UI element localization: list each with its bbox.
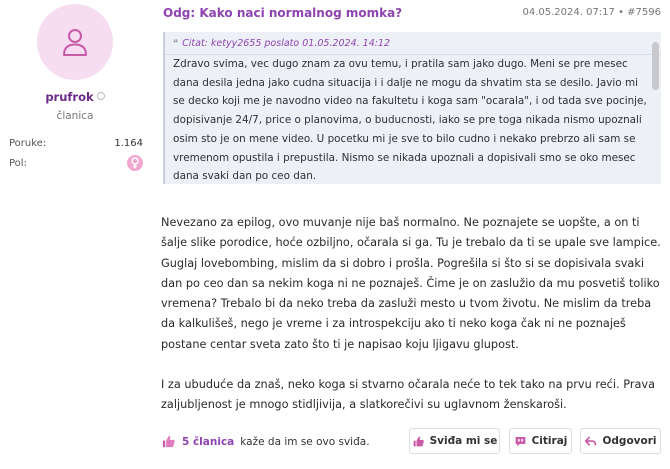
female-icon — [127, 155, 143, 171]
quote-text: Zdravo svima, vec dugo znam za ovu temu, i pratila sam jako dugo. Meni se pre mesec dana desila jedna jako cudna situacija i i dalje ne mogu da shvatim sta se desilo. Javio mi se decko koji me je navodno video na fakultetu i koga sam "ocarala", i od tada sve pocinje, dopisivanje 24/7, price o planovima, o buducnosti, iako se pre toga nikada nismo upoznali osim sto je on mene video. U pocetku mi je sve to bilo cudno i nekako prebrzo ali sam se vremenom opustila i prepustila. Nismo se nikada upoznali a dopisivali smo se oko mesec dana svaki dan po ceo dan. — [173, 58, 647, 183]
quote-header[interactable] — [173, 38, 390, 49]
post-paragraph: Nevezano za epilog, ovo muvanje nije baš normalno. Ne poznajete se uopšte, a on ti šalje slike porodice, hoće ozbiljno, očarala si ga. Tu je trebalo da ti se upale sve lampice. Guglaj lovebombing, mislim da si dobro i prošla. Pogrešila si što si se dopisivala svaki dan po ceo dan sa nekim koga ni ne poznaješ. Čime je on zaslužio da mu posvetiš toliko vremena? Trebalo bi da neko treba da zasluži mesto u tvom životu. Ne mislim da treba da kalkulišeš, nego je vreme i za introspekciju ako ti neko koga čak ni ne poznaješ postane centar sveta zato što ti je napisao koju ljigavu glupost. — [161, 216, 661, 351]
thumbs-up-icon — [161, 434, 176, 449]
quote-scrollbar-thumb[interactable] — [652, 42, 659, 90]
post-meta — [522, 7, 661, 18]
reply-button-label: Odgovori — [602, 435, 657, 447]
quote-header-text[interactable]: Citat: ketyy2655 poslato 01.05.2024. 14:12 — [182, 38, 391, 49]
reply-arrow-icon — [584, 435, 597, 448]
meta-separator: • — [618, 7, 628, 18]
post-number[interactable]: #7596 — [627, 7, 661, 18]
stat-pol — [9, 155, 143, 171]
user-title: članica — [56, 110, 94, 122]
quote-block — [163, 32, 661, 184]
stat-label: Pol: — [9, 157, 27, 169]
post-body — [161, 213, 661, 416]
like-count[interactable]: 5 članica — [182, 435, 235, 448]
quote-scrollbar[interactable] — [652, 42, 659, 181]
quote-mark-icon: ❝ — [173, 38, 179, 49]
post-date[interactable]: 04.05.2024. 07:17 — [522, 7, 615, 18]
quote-button-label: Citiraj — [531, 435, 568, 447]
like-button-label: Sviđa mi se — [429, 435, 498, 447]
user-silhouette-icon — [61, 27, 89, 57]
reply-button[interactable] — [580, 428, 661, 454]
like-text: kaže da im se ovo sviđa. — [240, 435, 370, 448]
avatar[interactable] — [37, 4, 113, 80]
stat-value: 1.164 — [114, 138, 143, 149]
post-paragraph: I za ubuduće da znaš, neko koga si stvarno očarala neće to tek tako na prvu reći. Prava zaljubljenost je mnogo stidljivija, a slatkorečivi su uglavnom ženskaroši. — [161, 378, 655, 412]
stat-poruke — [9, 138, 143, 149]
thumbs-up-icon — [412, 435, 425, 448]
username-text[interactable]: prufrok — [45, 90, 94, 104]
like-button[interactable] — [409, 428, 500, 454]
quote-bubble-icon — [514, 435, 527, 448]
post-footer — [161, 428, 661, 456]
user-sidebar — [0, 0, 150, 469]
post-title[interactable]: Odg: Kako naci normalnog momka? — [163, 6, 403, 20]
offline-dot-icon — [97, 92, 105, 100]
quote-button[interactable] — [509, 428, 572, 454]
like-summary — [161, 434, 370, 449]
post-header — [163, 6, 661, 22]
stat-label: Poruke: — [9, 138, 47, 149]
username[interactable] — [0, 90, 150, 104]
